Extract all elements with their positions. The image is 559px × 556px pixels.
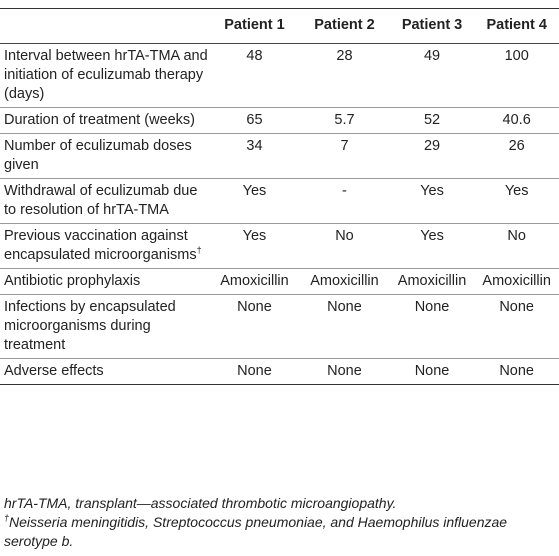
cell: 26 [474,134,559,179]
data-table [0,8,559,385]
cell: Yes [210,224,300,269]
cell: 28 [299,44,389,108]
cell: None [474,295,559,359]
cell: None [210,295,300,359]
cell: 100 [474,44,559,108]
cell: 7 [299,134,389,179]
cell: None [474,359,559,385]
table-row [0,295,559,359]
cell: Yes [390,224,475,269]
cell: None [210,359,300,385]
cell: 49 [390,44,475,108]
table-row [0,179,559,224]
cell: Amoxicillin [210,269,300,295]
table-footnotes [4,494,556,551]
table-row [0,134,559,179]
cell: Amoxicillin [390,269,475,295]
cell: No [299,224,389,269]
row-label: Number of eculizumab doses given [0,134,210,179]
header-blank [0,9,210,44]
cell: Amoxicillin [474,269,559,295]
header-patient-2: Patient 2 [299,9,389,44]
row-label: Interval between hrTA-TMA and initiation of eculizumab therapy (days) [0,44,210,108]
row-label: Infections by encapsulated microorganisms during treatment [0,295,210,359]
row-label: Withdrawal of eculizumab due to resolution of hrTA-TMA [0,179,210,224]
cell: None [299,359,389,385]
dagger-mark: † [4,513,10,523]
cell: - [299,179,389,224]
row-label: Adverse effects [0,359,210,385]
cell: None [390,295,475,359]
table-row [0,44,559,108]
cell: 34 [210,134,300,179]
row-label: Duration of treatment (weeks) [0,108,210,134]
row-label: Antibiotic prophylaxis [0,269,210,295]
cell: Amoxicillin [299,269,389,295]
table-row [0,359,559,385]
header-row [0,9,559,44]
dagger-mark: † [196,245,202,255]
cell: No [474,224,559,269]
table-row [0,108,559,134]
row-label-text: Previous vaccination against encapsulated microorganisms [4,228,197,263]
cell: Yes [210,179,300,224]
cell: Yes [390,179,475,224]
header-patient-1: Patient 1 [210,9,300,44]
cell: Yes [474,179,559,224]
footnote-abbreviation: hrTA-TMA, transplant—associated thrombotic microangiopathy. [4,495,397,511]
table-row [0,269,559,295]
footnote-dagger-text: Neisseria meningitidis, Streptococcus pneumoniae, and Haemophilus influenzae serotype b. [4,514,508,549]
table-row [0,224,559,269]
cell: None [390,359,475,385]
cell: 65 [210,108,300,134]
footnote-dagger [4,513,556,551]
cell: 40.6 [474,108,559,134]
header-patient-4: Patient 4 [474,9,559,44]
cell: 48 [210,44,300,108]
cell: 29 [390,134,475,179]
cell: 5.7 [299,108,389,134]
cell: 52 [390,108,475,134]
cell: None [299,295,389,359]
row-label [0,224,210,269]
header-patient-3: Patient 3 [390,9,475,44]
